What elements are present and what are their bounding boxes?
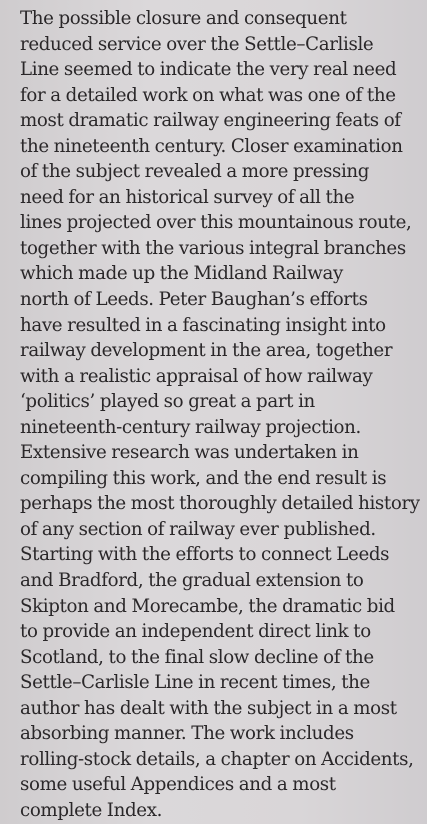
text-line: Extensive research was undertaken in	[20, 442, 359, 464]
text-line: of the subject revealed a more pressing	[20, 161, 370, 183]
text-line: most dramatic railway engineering feats of	[20, 110, 401, 132]
text-line: Settle–Carlisle Line in recent times, the	[20, 672, 370, 694]
text-line: north of Leeds. Peter Baughan’s efforts	[20, 289, 368, 311]
text-line: which made up the Midland Railway	[20, 263, 343, 285]
text-line: with a realistic appraisal of how railway	[20, 365, 373, 387]
text-line: nineteenth-century railway projection.	[20, 416, 361, 438]
text-line: lines projected over this mountainous route,	[20, 212, 412, 234]
text-line: together with the various integral branches	[20, 237, 406, 259]
text-line: need for an historical survey of all the	[20, 186, 355, 208]
text-line: absorbing manner. The work includes	[20, 723, 354, 745]
text-line: Skipton and Morecambe, the dramatic bid	[20, 595, 395, 617]
text-line: Scotland, to the final slow decline of the	[20, 646, 374, 668]
text-line: some useful Appendices and a most	[20, 774, 336, 796]
text-line: Line seemed to indicate the very real need	[20, 59, 397, 81]
text-line: of any section of railway ever published.	[20, 518, 376, 540]
blurb-text	[20, 6, 420, 824]
text-line: perhaps the most thoroughly detailed history	[20, 493, 420, 515]
text-line: Starting with the efforts to connect Leeds	[20, 544, 390, 566]
text-line: for a detailed work on what was one of the	[20, 84, 396, 106]
text-line: ‘politics’ played so great a part in	[20, 391, 315, 413]
text-line: and Bradford, the gradual extension to	[20, 570, 364, 592]
text-line: reduced service over the Settle–Carlisle	[20, 33, 374, 55]
text-line: have resulted in a fascinating insight into	[20, 314, 386, 336]
text-line: to provide an independent direct link to	[20, 621, 371, 643]
text-line: The possible closure and consequent	[20, 8, 347, 29]
text-line: author has dealt with the subject in a most	[20, 697, 397, 719]
text-line: rolling-stock details, a chapter on Accidents,	[20, 748, 414, 770]
text-line: compiling this work, and the end result is	[20, 467, 387, 489]
text-line: the nineteenth century. Closer examination	[20, 135, 403, 157]
text-line: complete Index.	[20, 799, 163, 821]
text-line: railway development in the area, together	[20, 340, 393, 362]
